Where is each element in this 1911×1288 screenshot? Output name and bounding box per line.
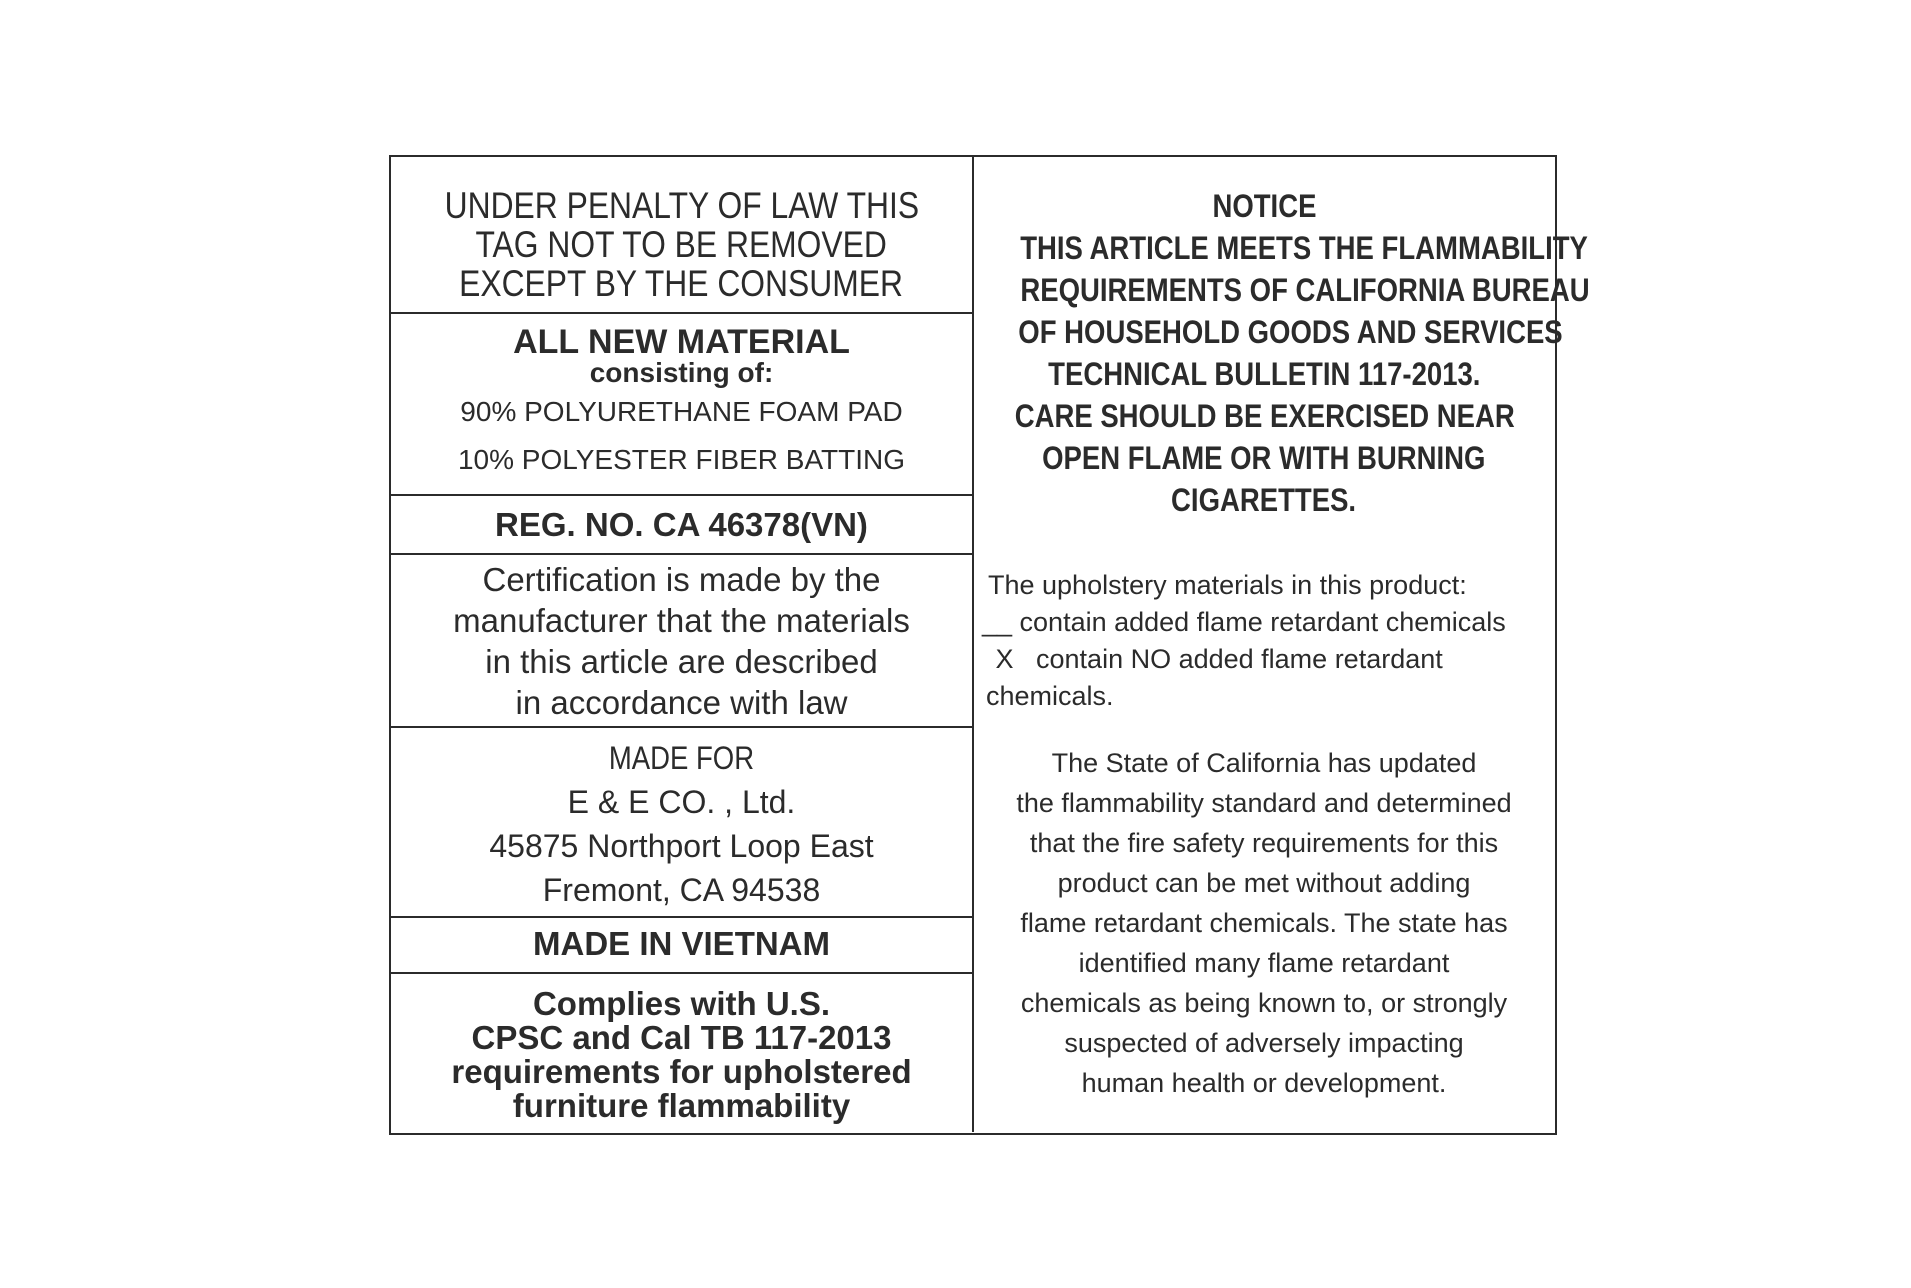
compliance-line: Complies with U.S. — [532, 985, 831, 1022]
penalty-section — [391, 157, 972, 314]
company-city: Fremont, CA 94538 — [542, 872, 821, 908]
state-line: the flammability standard and determined — [1016, 788, 1512, 818]
upholstery-line: chemicals. — [986, 681, 1114, 711]
material-section — [391, 314, 972, 496]
company-street: 45875 Northport Loop East — [489, 828, 874, 864]
upholstery-disclosure — [974, 567, 1554, 715]
state-line: human health or development. — [1081, 1068, 1447, 1098]
made-in-section — [391, 918, 972, 974]
penalty-line: TAG NOT TO BE REMOVED — [475, 224, 888, 265]
registration-number: REG. NO. CA 46378(VN) — [495, 506, 868, 543]
notice-line: CARE SHOULD BE EXERCISED NEAR — [1014, 398, 1515, 434]
material-subheading: consisting of: — [589, 357, 774, 388]
upholstery-option-none: X contain NO added flame retardant — [988, 644, 1443, 674]
compliance-line: requirements for upholstered — [451, 1053, 912, 1090]
compliance-section — [391, 974, 972, 1132]
upholstery-line: The upholstery materials in this product: — [988, 570, 1467, 600]
state-line: that the fire safety requirements for this — [1029, 828, 1499, 858]
state-line: flame retardant chemicals. The state has — [1020, 908, 1508, 938]
upholstery-option-added: __ contain added flame retardant chemicals — [982, 607, 1506, 637]
material-item: 90% POLYURETHANE FOAM PAD — [460, 396, 903, 427]
made-for-section — [391, 728, 972, 918]
certification-line: in accordance with law — [515, 684, 848, 721]
state-line: The State of California has updated — [1051, 748, 1477, 778]
notice-line: THIS ARTICLE MEETS THE FLAMMABILITY — [1020, 230, 1588, 266]
compliance-line: furniture flammability — [512, 1087, 851, 1124]
notice-title: NOTICE — [1212, 188, 1316, 224]
law-tag-label — [389, 155, 1590, 1135]
registration-section — [391, 496, 972, 555]
right-column — [974, 157, 1590, 1132]
notice-line: OF HOUSEHOLD GOODS AND SERVICES — [1018, 314, 1563, 350]
notice-line: OPEN FLAME OR WITH BURNING — [1042, 440, 1486, 476]
notice-block — [974, 185, 1590, 521]
penalty-line: EXCEPT BY THE CONSUMER — [459, 263, 904, 304]
certification-line: Certification is made by the — [482, 561, 881, 598]
state-statement — [974, 743, 1554, 1103]
state-line: identified many flame retardant — [1078, 948, 1450, 978]
notice-line: TECHNICAL BULLETIN 117-2013. — [1047, 356, 1481, 392]
notice-line: REQUIREMENTS OF CALIFORNIA BUREAU — [1020, 272, 1590, 308]
left-column — [391, 157, 974, 1132]
material-heading: ALL NEW MATERIAL — [513, 323, 850, 361]
notice-line: CIGARETTES. — [1171, 482, 1357, 518]
made-for-heading: MADE FOR — [608, 740, 755, 776]
country-of-origin: MADE IN VIETNAM — [533, 925, 830, 962]
certification-section — [391, 555, 972, 728]
state-line: chemicals as being known to, or strongly — [1020, 988, 1508, 1018]
certification-line: manufacturer that the materials — [453, 602, 910, 639]
company-name: E & E CO. , Ltd. — [567, 784, 796, 820]
certification-line: in this article are described — [485, 643, 878, 680]
compliance-line: CPSC and Cal TB 117-2013 — [471, 1019, 892, 1056]
penalty-line: UNDER PENALTY OF LAW THIS — [444, 185, 919, 226]
state-line: suspected of adversely impacting — [1064, 1028, 1464, 1058]
state-line: product can be met without adding — [1057, 868, 1471, 898]
material-item: 10% POLYESTER FIBER BATTING — [457, 444, 906, 475]
